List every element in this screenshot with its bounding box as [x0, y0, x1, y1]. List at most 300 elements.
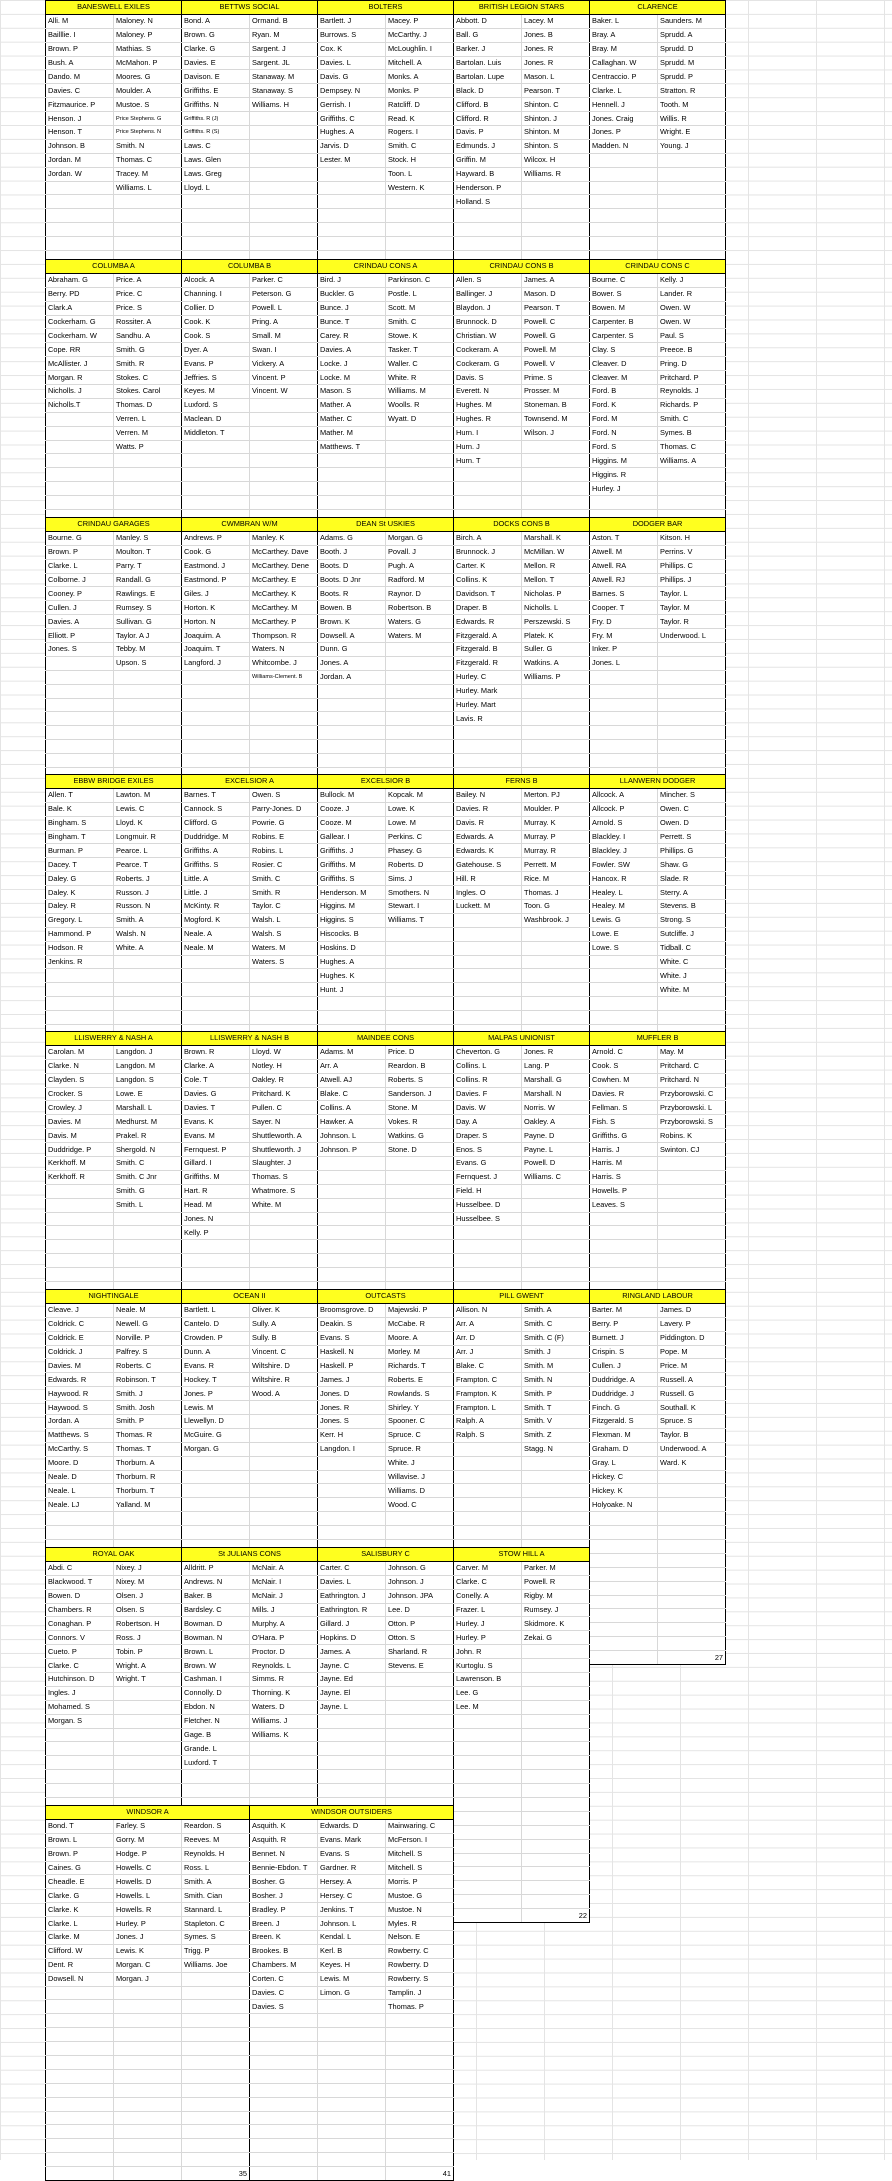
player-cell[interactable]: Thomas. D	[114, 398, 182, 412]
player-cell[interactable]: Bartolan. Luis	[454, 56, 522, 70]
player-cell[interactable]: Hurley. Mark	[454, 684, 522, 698]
player-cell[interactable]: Davies. A	[318, 343, 386, 357]
player-cell[interactable]: Abraham. G	[46, 273, 114, 287]
empty-cell[interactable]	[386, 237, 454, 251]
player-cell[interactable]: Bowen. M	[590, 301, 658, 315]
player-cell[interactable]: Sully. A	[250, 1317, 318, 1331]
empty-cell[interactable]	[386, 2139, 454, 2153]
player-cell[interactable]: Reynolds. J	[658, 385, 726, 399]
player-cell[interactable]: Wright. A	[114, 1659, 182, 1673]
player-cell[interactable]: Cope. RR	[46, 343, 114, 357]
player-cell[interactable]: Hurley. P	[114, 1917, 182, 1931]
player-cell[interactable]: McNair. J	[250, 1589, 318, 1603]
player-cell[interactable]: Bailey. N	[454, 788, 522, 802]
player-cell[interactable]: Lewis. C	[114, 802, 182, 816]
player-cell[interactable]: Kopcak. M	[386, 788, 454, 802]
team-header[interactable]: MAINDEE CONS	[318, 1032, 454, 1046]
player-cell[interactable]: Higgins. M	[590, 454, 658, 468]
player-cell[interactable]: Murray. R	[522, 844, 590, 858]
player-cell[interactable]	[250, 1212, 318, 1226]
empty-cell[interactable]	[522, 726, 590, 740]
player-cell[interactable]: McCabe. R	[386, 1317, 454, 1331]
empty-cell[interactable]	[46, 1770, 114, 1784]
player-cell[interactable]: Aston. T	[590, 531, 658, 545]
empty-cell[interactable]	[590, 740, 658, 754]
player-cell[interactable]: Morgan. G	[182, 1442, 250, 1456]
empty-cell[interactable]	[590, 1240, 658, 1254]
empty-cell[interactable]	[114, 209, 182, 223]
player-cell[interactable]: Williams. T	[386, 913, 454, 927]
empty-cell[interactable]	[454, 927, 522, 941]
player-cell[interactable]: Vokes. R	[386, 1115, 454, 1129]
empty-cell[interactable]	[454, 1011, 522, 1025]
empty-cell[interactable]	[658, 237, 726, 251]
player-cell[interactable]: Raynor. D	[386, 587, 454, 601]
player-cell[interactable]: Morley. M	[386, 1345, 454, 1359]
player-cell[interactable]: Dunn. A	[182, 1345, 250, 1359]
player-cell[interactable]: Ford. K	[590, 398, 658, 412]
empty-cell[interactable]	[318, 454, 386, 468]
player-cell[interactable]: Hughes. R	[454, 412, 522, 426]
player-cell[interactable]: Morgan. J	[114, 1972, 182, 1986]
empty-cell[interactable]	[386, 2056, 454, 2070]
player-cell[interactable]: Griffiths. J	[318, 844, 386, 858]
empty-cell[interactable]	[386, 1784, 454, 1798]
player-cell[interactable]: Thorburn. R	[114, 1470, 182, 1484]
empty-cell[interactable]	[114, 969, 182, 983]
player-cell[interactable]: Wiltshire. D	[250, 1359, 318, 1373]
player-cell[interactable]: Bingham. S	[46, 816, 114, 830]
empty-cell[interactable]	[522, 955, 590, 969]
team-header[interactable]: BRITISH LEGION STARS	[454, 1, 590, 15]
player-cell[interactable]: Johnson. G	[386, 1561, 454, 1575]
player-cell[interactable]: Davies. R	[454, 802, 522, 816]
player-cell[interactable]: Morgan. R	[46, 371, 114, 385]
player-cell[interactable]: Robins. E	[250, 830, 318, 844]
player-cell[interactable]: Davies. C	[250, 1986, 318, 2000]
player-cell[interactable]: McNair. A	[250, 1561, 318, 1575]
player-cell[interactable]: Southall. K	[658, 1401, 726, 1415]
empty-cell[interactable]	[386, 1157, 454, 1171]
player-cell[interactable]: McCarthey. P	[250, 615, 318, 629]
empty-cell[interactable]	[454, 1784, 522, 1798]
empty-cell[interactable]	[318, 2069, 386, 2083]
player-cell[interactable]: Scott. M	[386, 301, 454, 315]
player-cell[interactable]: Berry. P	[590, 1317, 658, 1331]
player-cell[interactable]: Atwell. M	[590, 545, 658, 559]
empty-cell[interactable]	[250, 684, 318, 698]
player-cell[interactable]: Fitzgerald. S	[590, 1415, 658, 1429]
player-cell[interactable]: Evans. P	[182, 357, 250, 371]
player-cell[interactable]: Carey. R	[318, 329, 386, 343]
player-cell[interactable]: Lavery. P	[658, 1317, 726, 1331]
team-header[interactable]: NIGHTINGALE	[46, 1290, 182, 1304]
player-cell[interactable]: James. J	[318, 1373, 386, 1387]
empty-cell[interactable]	[590, 698, 658, 712]
player-cell[interactable]: Oakley. R	[250, 1073, 318, 1087]
player-cell[interactable]: Evans. K	[182, 1115, 250, 1129]
player-cell[interactable]: Przyborowski. S	[658, 1115, 726, 1129]
player-cell[interactable]: Stock. H	[386, 153, 454, 167]
player-cell[interactable]	[658, 1170, 726, 1184]
empty-cell[interactable]	[590, 1011, 658, 1025]
empty-cell[interactable]	[46, 740, 114, 754]
empty-cell[interactable]	[114, 2083, 182, 2097]
empty-cell[interactable]	[454, 482, 522, 496]
player-cell[interactable]: Cleave. J	[46, 1303, 114, 1317]
player-cell[interactable]: Carver. M	[454, 1561, 522, 1575]
player-cell[interactable]: Shinton. M	[522, 126, 590, 140]
player-cell[interactable]: Mather. C	[318, 412, 386, 426]
empty-cell[interactable]	[114, 223, 182, 237]
player-cell[interactable]	[250, 426, 318, 440]
player-cell[interactable]: White. J	[658, 969, 726, 983]
player-cell[interactable]: Mason. S	[318, 385, 386, 399]
player-cell[interactable]: Coldrick. J	[46, 1345, 114, 1359]
empty-cell[interactable]	[318, 1728, 386, 1742]
player-cell[interactable]: Moulder. A	[114, 84, 182, 98]
player-cell[interactable]: Higgins. S	[318, 913, 386, 927]
player-cell[interactable]: Owen. W	[658, 301, 726, 315]
empty-cell[interactable]	[386, 997, 454, 1011]
empty-cell[interactable]	[454, 983, 522, 997]
player-cell[interactable]: Nixey. M	[114, 1575, 182, 1589]
player-cell[interactable]: Brown. L	[46, 1833, 114, 1847]
player-cell[interactable]: Roberts. D	[386, 858, 454, 872]
player-cell[interactable]: Kelly. P	[182, 1226, 250, 1240]
player-cell[interactable]: Smith. C	[522, 1317, 590, 1331]
player-cell[interactable]: Alldritt. P	[182, 1561, 250, 1575]
empty-cell[interactable]	[318, 1268, 386, 1282]
empty-cell[interactable]	[522, 209, 590, 223]
player-cell[interactable]: Robinson. T	[114, 1373, 182, 1387]
empty-cell[interactable]	[590, 181, 658, 195]
empty-cell[interactable]	[658, 181, 726, 195]
player-cell[interactable]: Crowley. J	[46, 1101, 114, 1115]
player-cell[interactable]: Reardon. S	[182, 1819, 250, 1833]
player-cell[interactable]: Jones. L	[590, 656, 658, 670]
player-cell[interactable]: Nelson. E	[386, 1931, 454, 1945]
player-cell[interactable]: Price Stephens. N	[114, 126, 182, 140]
player-cell[interactable]: Kurtoglu. S	[454, 1659, 522, 1673]
player-cell[interactable]: Stanaway. S	[250, 84, 318, 98]
player-cell[interactable]: Jeffries. S	[182, 371, 250, 385]
player-cell[interactable]: Ward. K	[658, 1456, 726, 1470]
empty-cell[interactable]	[46, 2097, 114, 2111]
empty-cell[interactable]	[454, 237, 522, 251]
player-cell[interactable]: Bowen. D	[46, 1589, 114, 1603]
player-cell[interactable]: Williams. H	[250, 98, 318, 112]
player-cell[interactable]: Walsh. N	[114, 927, 182, 941]
player-cell[interactable]: Reeves. M	[182, 1833, 250, 1847]
player-cell[interactable]: Ralph. A	[454, 1415, 522, 1429]
player-cell[interactable]: Dando. M	[46, 70, 114, 84]
empty-cell[interactable]	[182, 712, 250, 726]
player-cell[interactable]: Shirley. Y	[386, 1401, 454, 1415]
team-total[interactable]: 22	[522, 1909, 590, 1923]
player-cell[interactable]: Smith. V	[522, 1415, 590, 1429]
player-cell[interactable]: Haywood. R	[46, 1387, 114, 1401]
empty-cell[interactable]	[182, 1484, 250, 1498]
player-cell[interactable]: Jordan. A	[318, 670, 386, 684]
player-cell[interactable]	[522, 1659, 590, 1673]
player-cell[interactable]: Gatehouse. S	[454, 858, 522, 872]
player-cell[interactable]: Powell. G	[522, 329, 590, 343]
player-cell[interactable]: Smith. J	[114, 1387, 182, 1401]
empty-cell[interactable]	[250, 997, 318, 1011]
player-cell[interactable]: Stevens. E	[386, 1659, 454, 1673]
player-cell[interactable]: Baker. B	[182, 1589, 250, 1603]
empty-cell[interactable]	[386, 2097, 454, 2111]
empty-cell[interactable]	[114, 1268, 182, 1282]
empty-cell[interactable]	[114, 237, 182, 251]
player-cell[interactable]	[386, 969, 454, 983]
player-cell[interactable]: Russell. A	[658, 1373, 726, 1387]
empty-cell[interactable]	[522, 1784, 590, 1798]
player-cell[interactable]	[386, 927, 454, 941]
player-cell[interactable]: Mogford. K	[182, 913, 250, 927]
empty-cell[interactable]	[46, 2014, 114, 2028]
player-cell[interactable]: Stanaway. M	[250, 70, 318, 84]
player-cell[interactable]: Shinton. J	[522, 112, 590, 126]
player-cell[interactable]: James. A	[318, 1645, 386, 1659]
player-cell[interactable]: Manley. S	[114, 531, 182, 545]
player-cell[interactable]: Lee. G	[454, 1686, 522, 1700]
player-cell[interactable]: Stokes. Carol	[114, 385, 182, 399]
player-cell[interactable]: Clarke. M	[46, 1931, 114, 1945]
player-cell[interactable]: Smith. G	[114, 1184, 182, 1198]
player-cell[interactable]: Robins. K	[658, 1129, 726, 1143]
player-cell[interactable]	[658, 468, 726, 482]
player-cell[interactable]: Arr. A	[454, 1317, 522, 1331]
player-cell[interactable]: Blake. C	[318, 1087, 386, 1101]
empty-cell[interactable]	[658, 754, 726, 768]
player-cell[interactable]: Griffiths. M	[318, 858, 386, 872]
player-cell[interactable]	[318, 1470, 386, 1484]
empty-cell[interactable]	[318, 1198, 386, 1212]
empty-cell[interactable]	[454, 1756, 522, 1770]
player-cell[interactable]: Tooth. M	[658, 98, 726, 112]
empty-cell[interactable]	[658, 1268, 726, 1282]
player-cell[interactable]: Davis. P	[454, 126, 522, 140]
player-cell[interactable]: Blackwood. T	[46, 1575, 114, 1589]
player-cell[interactable]: Taylor. R	[658, 615, 726, 629]
player-cell[interactable]: Clay. S	[590, 343, 658, 357]
player-cell[interactable]: Mitchell. S	[386, 1847, 454, 1861]
empty-cell[interactable]	[590, 1651, 658, 1665]
player-cell[interactable]: Hill. R	[454, 872, 522, 886]
empty-cell[interactable]	[250, 1784, 318, 1798]
player-cell[interactable]: Davison. E	[182, 70, 250, 84]
team-header[interactable]: CLARENCE	[590, 1, 726, 15]
player-cell[interactable]: Young. J	[658, 139, 726, 153]
player-cell[interactable]: Jones. P	[182, 1387, 250, 1401]
player-cell[interactable]: Trigg. P	[182, 1944, 250, 1958]
empty-cell[interactable]	[182, 2083, 250, 2097]
player-cell[interactable]: Smith. Z	[522, 1428, 590, 1442]
empty-cell[interactable]	[114, 670, 182, 684]
player-cell[interactable]: Birch. A	[454, 531, 522, 545]
empty-cell[interactable]	[522, 1512, 590, 1526]
player-cell[interactable]: Jayne. El	[318, 1686, 386, 1700]
empty-cell[interactable]	[46, 195, 114, 209]
player-cell[interactable]: Jones. R	[522, 1045, 590, 1059]
player-cell[interactable]: Bartlett. J	[318, 14, 386, 28]
player-cell[interactable]: Ross. L	[182, 1861, 250, 1875]
player-cell[interactable]: Waters. G	[386, 615, 454, 629]
player-cell[interactable]: Murray. K	[522, 816, 590, 830]
empty-cell[interactable]	[522, 1853, 590, 1867]
player-cell[interactable]: Clarke. G	[46, 1889, 114, 1903]
team-header[interactable]: SALISBURY C	[318, 1548, 454, 1562]
player-cell[interactable]: Sandhu. A	[114, 329, 182, 343]
player-cell[interactable]: Mainwaring. C	[386, 1819, 454, 1833]
player-cell[interactable]: Macey. P	[386, 14, 454, 28]
empty-cell[interactable]	[590, 1623, 658, 1637]
player-cell[interactable]: Williams. K	[250, 1728, 318, 1742]
empty-cell[interactable]	[454, 1470, 522, 1484]
player-cell[interactable]: Davies. M	[46, 1115, 114, 1129]
player-cell[interactable]: Fitzmaurice. P	[46, 98, 114, 112]
player-cell[interactable]	[386, 426, 454, 440]
player-cell[interactable]: Bourne. C	[590, 273, 658, 287]
player-cell[interactable]: Berry. PD	[46, 287, 114, 301]
player-cell[interactable]: Carter. K	[454, 559, 522, 573]
player-cell[interactable]: Hodson. R	[46, 941, 114, 955]
player-cell[interactable]: Connors. V	[46, 1631, 114, 1645]
player-cell[interactable]: Hurn. T	[454, 454, 522, 468]
player-cell[interactable]: Oliver. K	[250, 1303, 318, 1317]
player-cell[interactable]: McFerson. I	[386, 1833, 454, 1847]
empty-cell[interactable]	[522, 1498, 590, 1512]
player-cell[interactable]	[114, 1686, 182, 1700]
empty-cell[interactable]	[318, 1742, 386, 1756]
player-cell[interactable]: Cockerham. W	[46, 329, 114, 343]
player-cell[interactable]: Bunce. T	[318, 315, 386, 329]
player-cell[interactable]: Neale. M	[182, 941, 250, 955]
player-cell[interactable]: Cashman. I	[182, 1673, 250, 1687]
player-cell[interactable]: Johnson. J	[386, 1575, 454, 1589]
team-header[interactable]: CRINDAU GARAGES	[46, 518, 182, 532]
empty-cell[interactable]	[386, 698, 454, 712]
empty-cell[interactable]	[454, 1798, 522, 1812]
team-header[interactable]: MUFFLER B	[590, 1032, 726, 1046]
empty-cell[interactable]	[522, 1867, 590, 1881]
player-cell[interactable]	[318, 1498, 386, 1512]
player-cell[interactable]: Rowberry. C	[386, 1944, 454, 1958]
player-cell[interactable]: Stowe. K	[386, 329, 454, 343]
player-cell[interactable]	[522, 1700, 590, 1714]
player-cell[interactable]: Parry-Jones. D	[250, 802, 318, 816]
player-cell[interactable]: Cheadle. E	[46, 1875, 114, 1889]
empty-cell[interactable]	[522, 1839, 590, 1853]
empty-cell[interactable]	[114, 2097, 182, 2111]
empty-cell[interactable]	[318, 1157, 386, 1171]
player-cell[interactable]: Griffin. M	[454, 153, 522, 167]
player-cell[interactable]: Boots. D Jnr	[318, 573, 386, 587]
empty-cell[interactable]	[182, 468, 250, 482]
player-cell[interactable]: Mohamed. S	[46, 1700, 114, 1714]
player-cell[interactable]: Barker. J	[454, 42, 522, 56]
player-cell[interactable]: Thompson. R	[250, 629, 318, 643]
player-cell[interactable]: Wood. A	[250, 1387, 318, 1401]
player-cell[interactable]: Dacey. T	[46, 858, 114, 872]
player-cell[interactable]: Sprudd. D	[658, 42, 726, 56]
empty-cell[interactable]	[522, 1881, 590, 1895]
player-cell[interactable]: Underwood. L	[658, 629, 726, 643]
player-cell[interactable]: Bush. A	[46, 56, 114, 70]
team-total[interactable]: 41	[386, 2167, 454, 2181]
empty-cell[interactable]	[318, 1714, 386, 1728]
player-cell[interactable]	[250, 412, 318, 426]
player-cell[interactable]	[114, 955, 182, 969]
player-cell[interactable]: Hopkins. D	[318, 1631, 386, 1645]
empty-cell[interactable]	[46, 1240, 114, 1254]
empty-cell[interactable]	[182, 740, 250, 754]
empty-cell[interactable]	[454, 1742, 522, 1756]
player-cell[interactable]: Ryan. M	[250, 28, 318, 42]
empty-cell[interactable]	[114, 740, 182, 754]
player-cell[interactable]: Clark.A	[46, 301, 114, 315]
player-cell[interactable]: White. M	[658, 983, 726, 997]
empty-cell[interactable]	[250, 740, 318, 754]
player-cell[interactable]	[182, 955, 250, 969]
player-cell[interactable]: Bunce. J	[318, 301, 386, 315]
empty-cell[interactable]	[386, 726, 454, 740]
team-header[interactable]: St JULIANS CONS	[182, 1548, 318, 1562]
empty-cell[interactable]	[386, 1742, 454, 1756]
player-cell[interactable]: Gerrish. I	[318, 98, 386, 112]
player-cell[interactable]: Kendal. L	[318, 1931, 386, 1945]
player-cell[interactable]: Sprudd. M	[658, 56, 726, 70]
player-cell[interactable]: Gillard. I	[182, 1157, 250, 1171]
player-cell[interactable]: Henson. J	[46, 112, 114, 126]
player-cell[interactable]: Ingles. O	[454, 886, 522, 900]
empty-cell[interactable]	[454, 1456, 522, 1470]
empty-cell[interactable]	[114, 1011, 182, 1025]
player-cell[interactable]	[522, 454, 590, 468]
empty-cell[interactable]	[182, 209, 250, 223]
player-cell[interactable]: Gallear. I	[318, 830, 386, 844]
team-header[interactable]: LLISWERRY & NASH A	[46, 1032, 182, 1046]
player-cell[interactable]: Clarke. L	[46, 1917, 114, 1931]
player-cell[interactable]: Kerkhoff. R	[46, 1170, 114, 1184]
player-cell[interactable]: Adams. G	[318, 531, 386, 545]
empty-cell[interactable]	[182, 754, 250, 768]
empty-cell[interactable]	[114, 712, 182, 726]
empty-cell[interactable]	[250, 482, 318, 496]
player-cell[interactable]: Bond. A	[182, 14, 250, 28]
player-cell[interactable]: Hennell. J	[590, 98, 658, 112]
empty-cell[interactable]	[114, 2139, 182, 2153]
player-cell[interactable]: Watkins. A	[522, 656, 590, 670]
empty-cell[interactable]	[46, 223, 114, 237]
player-cell[interactable]: Madden. N	[590, 139, 658, 153]
player-cell[interactable]: Little. J	[182, 886, 250, 900]
player-cell[interactable]: Toon. L	[386, 167, 454, 181]
player-cell[interactable]: Owen. W	[658, 315, 726, 329]
player-cell[interactable]: Smith. C	[386, 139, 454, 153]
player-cell[interactable]: Coldrick. C	[46, 1317, 114, 1331]
player-cell[interactable]: Spruce. S	[658, 1415, 726, 1429]
player-cell[interactable]	[46, 412, 114, 426]
player-cell[interactable]: Sanderson. J	[386, 1087, 454, 1101]
player-cell[interactable]: Ford. S	[590, 440, 658, 454]
player-cell[interactable]: Jones. A	[318, 656, 386, 670]
empty-cell[interactable]	[454, 209, 522, 223]
player-cell[interactable]: Vincent. C	[250, 1345, 318, 1359]
empty-cell[interactable]	[114, 754, 182, 768]
